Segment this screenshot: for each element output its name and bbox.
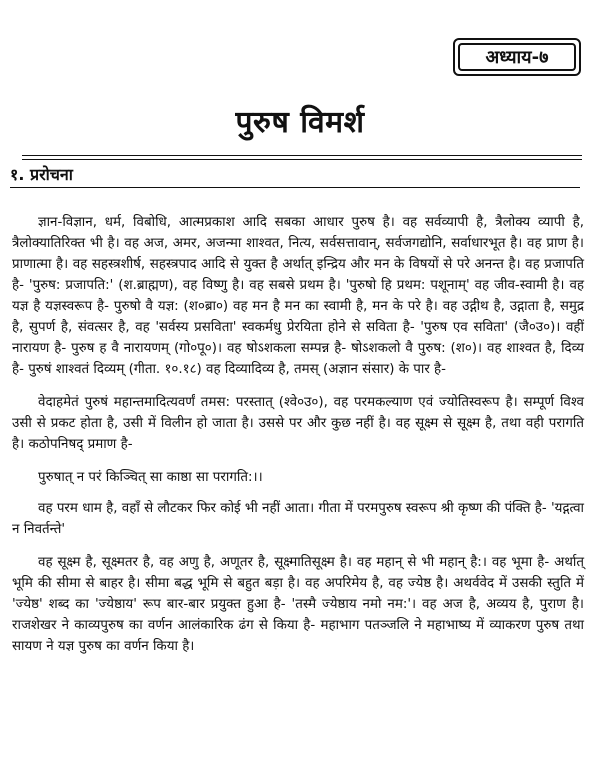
paragraph-param-dham: वह परम धाम है, वहाँ से लौटकर फिर कोई भी नहीं आता। गीता में परमपुरुष स्वरूप श्री कृष्ण की पंक्ति है- 'यद्गत्वा न निवर्तन्ते' — [12, 501, 584, 537]
body-text — [12, 212, 584, 669]
title-rule-bottom — [22, 159, 582, 160]
paragraph-katha-quote: पुरुषात् न परं किञ्चित् सा काष्ठा सा परागति:।। — [38, 470, 263, 485]
paragraph-sukshma: वह सूक्ष्म है, सूक्ष्मतर है, वह अणु है, अणूतर है, सूक्ष्मातिसूक्ष्म है। वह महान् से भी महान् है:। वह भूमा है- अर्थात् भूमि की सीमा से बाहर है। सीमा बद्ध भूमि से बहुत बड़ा है। वह अपरिमेय है, वह ज्येष्ठ है। अथर्ववेद में उसकी स्तुति में 'ज्येष्ठ' शब्द का 'ज्येष्ठाय' रूप बार-बार प्रयुक्त हुआ है- 'तस्मै ज्येष्ठाय नमो नम:'। वह अज है, अव्यय है, पुराण है। राजशेखर ने काव्यपुरुष का वर्णन आलंकारिक ढंग से किया है- महाभाग पतञ्जलि ने महाभाष्य में व्याकरण पुरुष तथा सायण ने यज्ञ पुरुष का वर्णन किया है। — [12, 555, 584, 654]
section-heading: १. प्ररोचना — [10, 165, 73, 184]
paragraph-vedaham: वेदाहमेतं पुरुषं महान्तमादित्यवर्णं तमस: परस्तात् (श्वे०उ०), वह परमकल्याण एवं ज्योतिस्वरूप है। सम्पूर्ण विश्व उसी से प्रकट होता है, उसी में विलीन हो जाता है। उससे पर और कुछ नहीं है। वह सूक्ष्म से सूक्ष्म है, तथा वही परागति है। कठोपनिषद् प्रमाण है- — [12, 395, 584, 452]
title-rule-top — [22, 155, 582, 156]
paragraph-intro: ज्ञान-विज्ञान, धर्म, विबोधि, आत्मप्रकाश आदि सबका आधार पुरुष है। वह सर्वव्यापी है, त्रैलोक्य व्यापी है, त्रैलोक्यातिरिक्त भी है। वह अज, अमर, अजन्मा शाश्वत, नित्य, सर्वसत्तावान्, सर्वजगद्योनि, सर्वाधारभूत है। वह प्राण है। प्राणात्मा है। वह सहस्त्रशीर्ष, सहस्त्रपाद आदि से युक्त है अर्थात् इन्द्रिय और मन के विषयों से परे अनन्त है। वह प्रजापति है- 'पुरुष: प्रजापति:' (श.ब्राह्मण), वह विष्णु है। वह सबसे प्रथम है। 'पुरुषो हि प्रथम: पशूनाम्' वह जीव-स्वामी है। वह यज्ञ है यज्ञस्वरूप है- पुरुषो वै यज्ञ: (श०ब्रा०) वह मन है मन का स्वामी है, मन के परे है। वह उद्गीथ है, उद्गाता है, समुद्र है, सुपर्ण है, संवत्सर है, वह 'सर्वस्य प्रसविता' स्वकर्मधु प्रेरयिता होने से सविता है- 'पुरुष एव सविता' (जै०उ०)। वहीं नारायण है- पुरुष ह वै नारायणम् (गो०पू०)। वह षोऽशकला सम्पन्न है- षोऽशकलो वै पुरुष: (श०)। वह शाश्वत है, दिव्य है- पुरुषं शाश्वतं दिव्यम् (गीता. १०.१८) वह दिव्यादिव्य है, तमस् (अज्ञान संसार) के पार है- — [12, 215, 584, 377]
chapter-label: अध्याय-७ — [458, 43, 576, 71]
page-title: पुरुष विमर्श — [235, 105, 365, 140]
chapter-label-box — [453, 38, 581, 76]
section-rule — [10, 187, 580, 188]
